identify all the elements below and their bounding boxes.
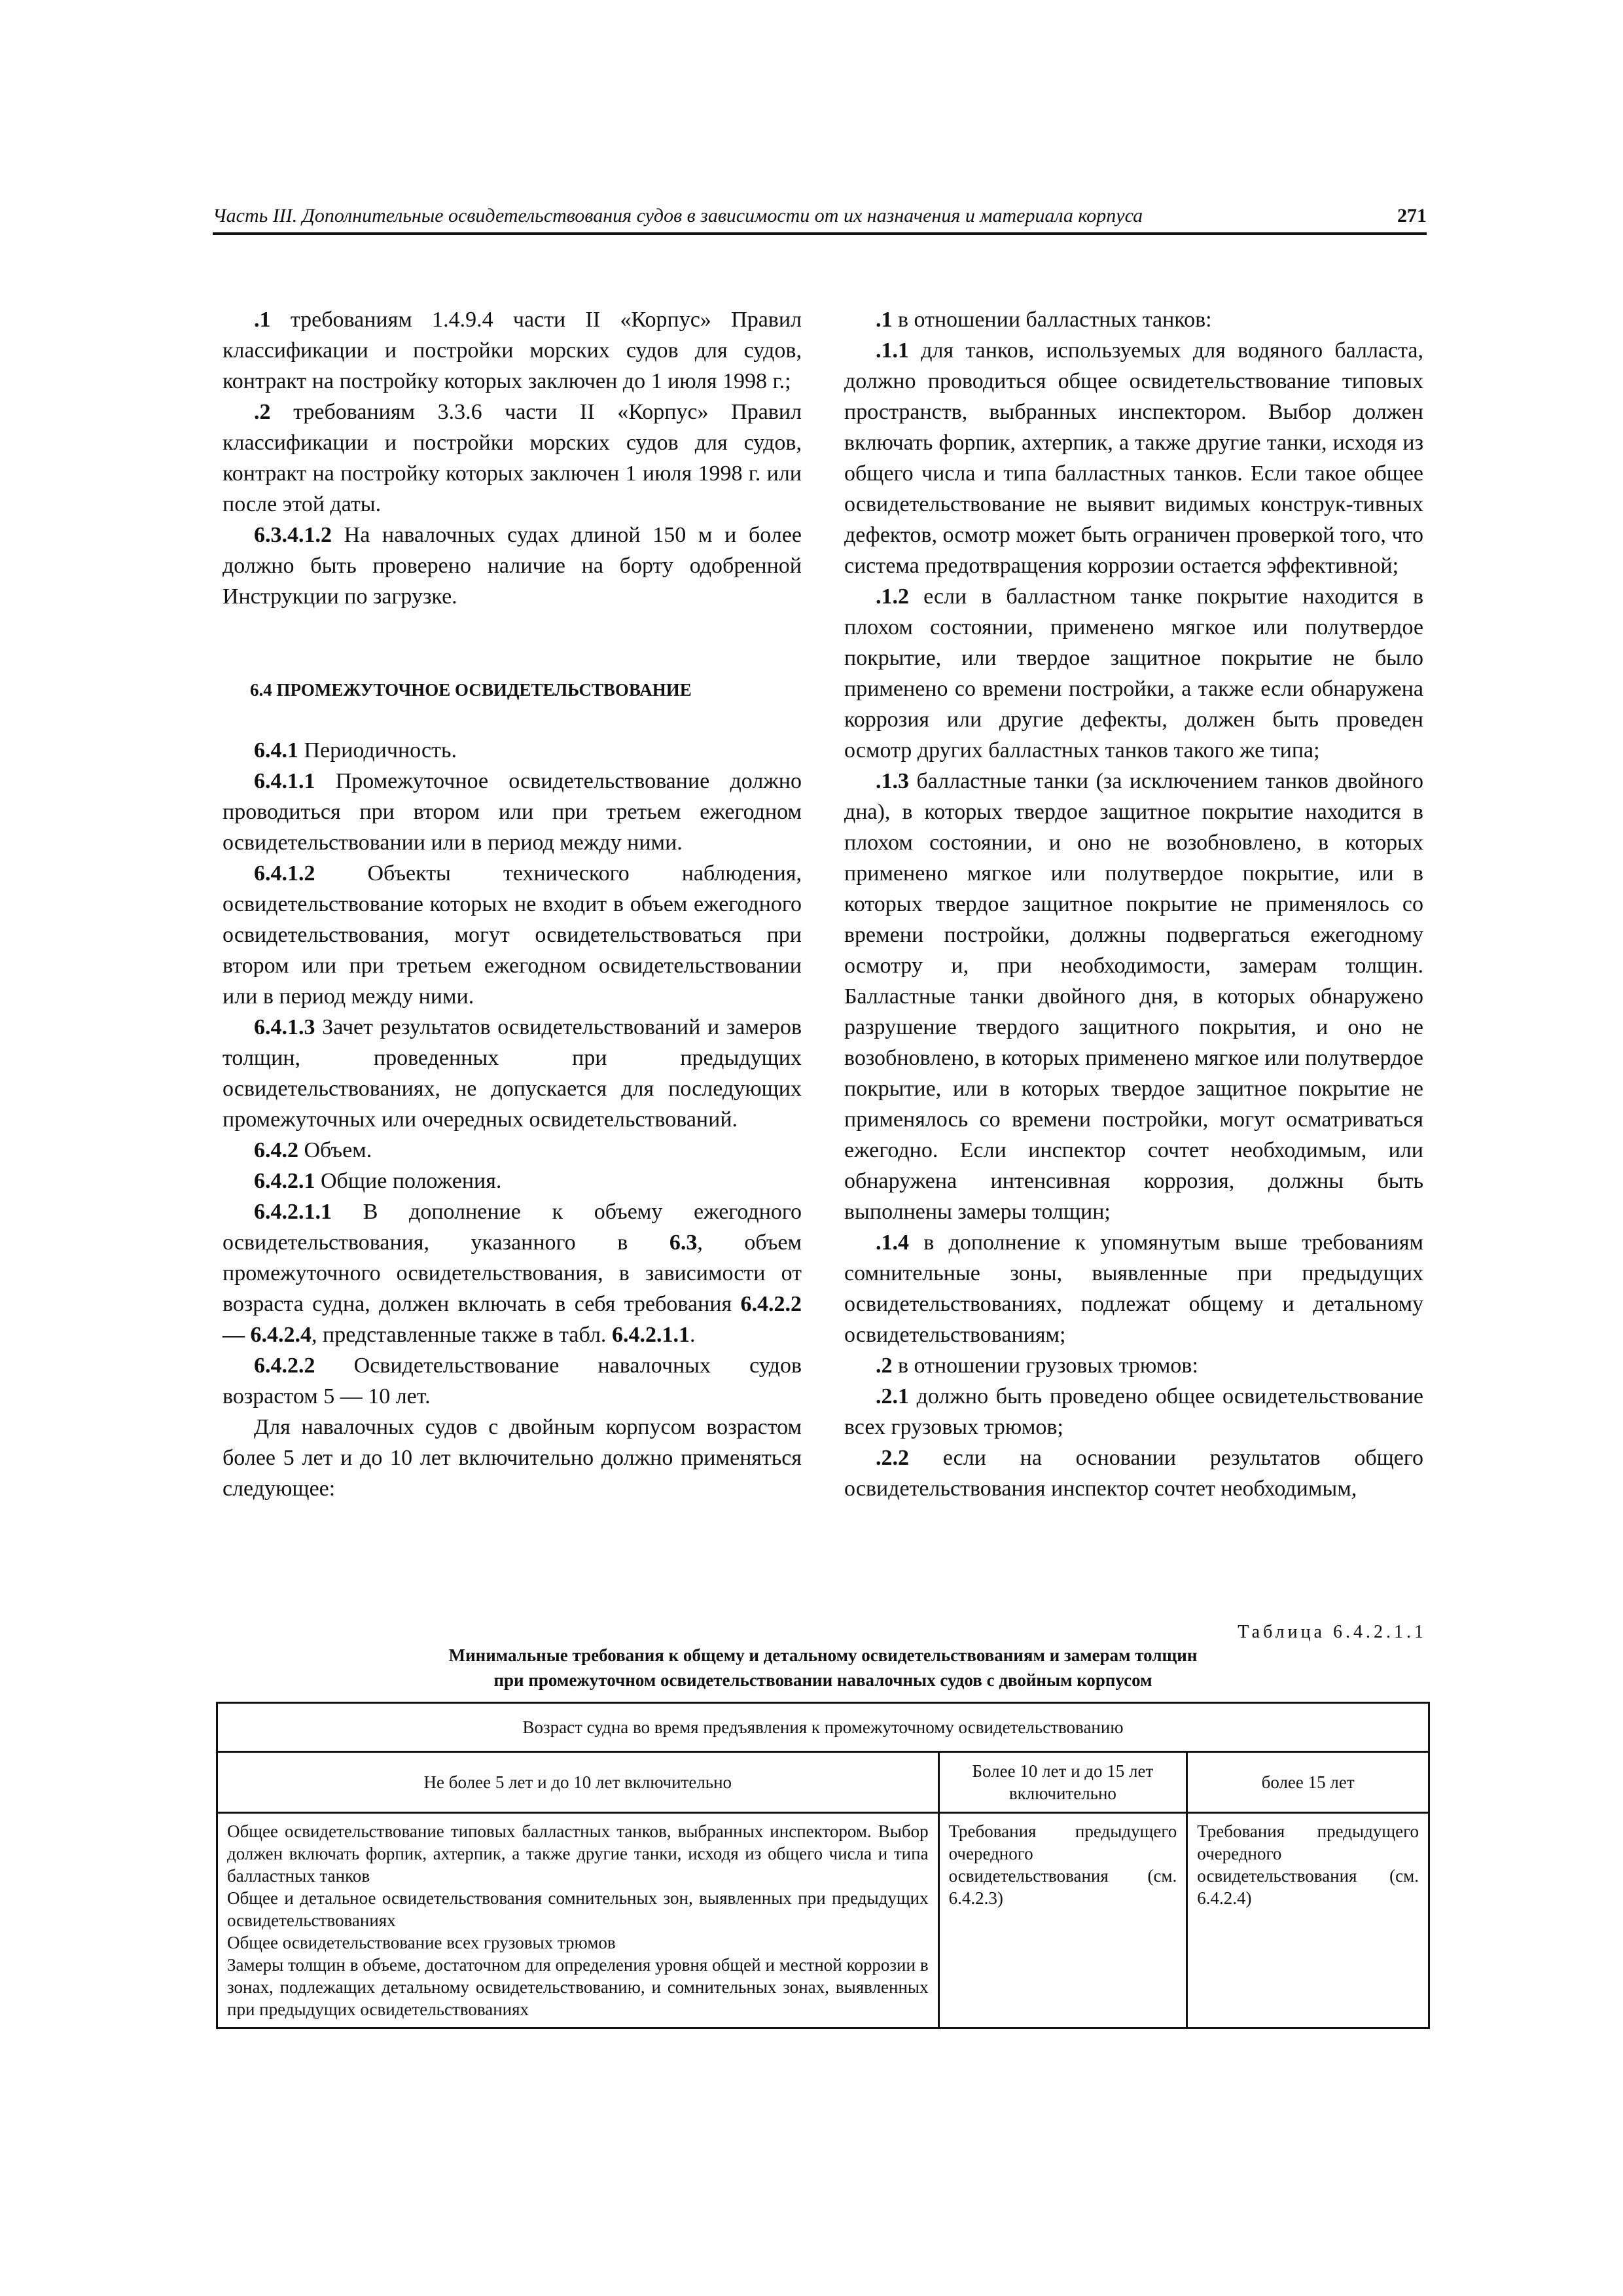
paragraph: .2 требованиям 3.3.6 части II «Корпус» Правил классификации и постройки морских судов для судов, контракт на постройку которых заключен 1 июля 1998 г. или после этой даты. <box>223 400 802 516</box>
header-rule <box>213 232 1427 235</box>
paragraph: 6.4.2.2 Освидетельствование навалочных судов возрастом 5 — 10 лет. <box>223 1354 802 1408</box>
table-col-header: более 15 лет <box>1187 1752 1429 1813</box>
paragraph: .2.1 должно быть проведено общее освидетельствование всех грузовых трюмов; <box>844 1384 1423 1439</box>
paragraph: 6.3.4.1.2 На навалочных судах длиной 150 м и более должно быть проверено наличие на борту одобренной Инструкции по загрузке. <box>223 523 802 609</box>
paragraph: 6.4.1.1 Промежуточное освидетельствование должно проводиться при втором или при третьем ежегодном освидетельствовании или в период между ними. <box>223 769 802 855</box>
table-col-header: Более 10 лет и до 15 лет включительно <box>938 1752 1187 1813</box>
table-header-main: Возраст судна во время предъявления к промежуточному освидетельствованию <box>217 1703 1429 1752</box>
table-item: Замеры толщин в объеме, достаточном для определения уровня общей и местной коррозии в зонах, подлежащих детальному освидетельствованию, и сомнительных зонах, выявленных при предыдущих освидетельствованиях <box>227 1955 929 2019</box>
subsection-heading: 6.4.2 Объем. <box>254 1138 372 1162</box>
paragraph: .1.1 для танков, используемых для водяного балласта, должно проводиться общее освидетельствование типовых пространств, выбранных инспектором. Выбор должен включать форпик, ахтерпик, а также другие танки, исходя из общего числа и типа балластных танков. Если такое общее освидетельствование не выявит видимых конструк-тивных дефектов, осмотр может быть ограничен проверкой того, что система предотвращения коррозии остается эффективной; <box>844 338 1423 578</box>
page-number: 271 <box>1397 205 1427 226</box>
subsection-heading: 6.4.1 Периодичность. <box>254 738 457 762</box>
paragraph: 6.4.1.3 Зачет результатов освидетельствований и замеров толщин, проведенных при предыдущих освидетельствованиях, не допускается для последующих промежуточных или очередных освидетельствований. <box>223 1015 802 1132</box>
table-item: Общее освидетельствование типовых балластных танков, выбранных инспектором. Выбор должен включать форпик, ахтерпик, а также другие танки, исходя из общего числа и типа балластных танков <box>227 1821 929 1886</box>
table-item: Общее и детальное освидетельствования сомнительных зон, выявленных при предыдущих освидетельствованиях <box>227 1888 929 1930</box>
requirements-table <box>216 1702 1430 2029</box>
running-head <box>213 200 1427 232</box>
table-col-header: Не более 5 лет и до 10 лет включительно <box>217 1752 939 1813</box>
paragraph: .1.2 если в балластном танке покрытие находится в плохом состоянии, применено мягкое или полутвердое покрытие, или твердое защитное покрытие не было применено со времени постройки, а также если обнаружена коррозия или другие дефекты, должен быть проведен осмотр других балластных танков такого же типа; <box>844 584 1423 762</box>
paragraph: .2.2 если на основании результатов общего освидетельствования инспектор сочтет необходимым, <box>844 1446 1423 1501</box>
table-cell <box>217 1813 939 2028</box>
table-cell: Требования предыдущего очередного освидетельствования (см. 6.4.2.3) <box>938 1813 1187 2028</box>
paragraph: Для навалочных судов с двойным корпусом возрастом более 5 лет и до 10 лет включительно должно применяться следующее: <box>223 1415 802 1501</box>
paragraph: .1 требованиям 1.4.9.4 части II «Корпус» Правил классификации и постройки морских судов для судов, контракт на постройку которых заключен до 1 июля 1998 г.; <box>223 308 802 393</box>
paragraph: 6.4.2.1.1 В дополнение к объему ежегодного освидетельствования, указанного в 6.3, объем промежуточного освидетельствования, в зависимости от возраста судна, должен включать в себя требования 6.4.2.2 — 6.4.2.4, представленные также в табл. 6.4.2.1.1. <box>223 1200 802 1347</box>
left-column <box>223 304 802 1504</box>
paragraph: 6.4.1.2 Объекты технического наблюдения, освидетельствование которых не входит в объем ежегодного освидетельствования, могут освидетельствоваться при втором или при третьем ежегодном освидетельствовании или в период между ними. <box>223 861 802 1009</box>
table-number: Таблица 6.4.2.1.1 <box>1238 1622 1427 1642</box>
table-item: Общее освидетельствование всех грузовых трюмов <box>227 1933 616 1952</box>
table-cell: Требования предыдущего очередного освидетельствования (см. 6.4.2.4) <box>1187 1813 1429 2028</box>
paragraph: .1.4 в дополнение к упомянутым выше требованиям сомнительные зоны, выявленные при предыдущих освидетельствованиях, подлежат общему и детальному освидетельствованиям; <box>844 1230 1423 1347</box>
section-heading: 6.4 ПРОМЕЖУТОЧНОЕ ОСВИДЕТЕЛЬСТВОВАНИЕ <box>250 680 692 700</box>
table-caption: Минимальные требования к общему и детальному освидетельствованиям и замерам толщин при промежуточном освидетельствовании навалочных судов с двойным корпусом <box>448 1645 1198 1690</box>
paragraph: .2 в отношении грузовых трюмов: <box>876 1354 1198 1378</box>
paragraph: .1.3 балластные танки (за исключением танков двойного дна), в которых твердое защитное покрытие находится в плохом состоянии, и оно не возобновлено, в которых применено мягкое или полутвердое покрытие, или в которых твердое защитное покрытие не применялось со времени постройки, должны подвергаться ежегодному осмотру и, при необходимости, замерам толщин. Балластные танки двойного дня, в которых обнаружено разрушение твердого защитного покрытия, и оно не возобновлено, в которых применено мягкое или полутвердое покрытие, или в которых твердое защитное покрытие не применялось со времени постройки, могут осматриваться ежегодно. Если инспектор сочтет необходимым, или обнаружена интенсивная коррозия, должны быть выполнены замеры толщин; <box>844 769 1423 1224</box>
running-title: Часть III. Дополнительные освидетельствования судов в зависимости от их назначения и материала корпуса <box>213 205 1143 226</box>
right-column <box>844 304 1423 1504</box>
paragraph: .1 в отношении балластных танков: <box>876 308 1212 332</box>
paragraph: 6.4.2.1 Общие положения. <box>254 1169 502 1193</box>
